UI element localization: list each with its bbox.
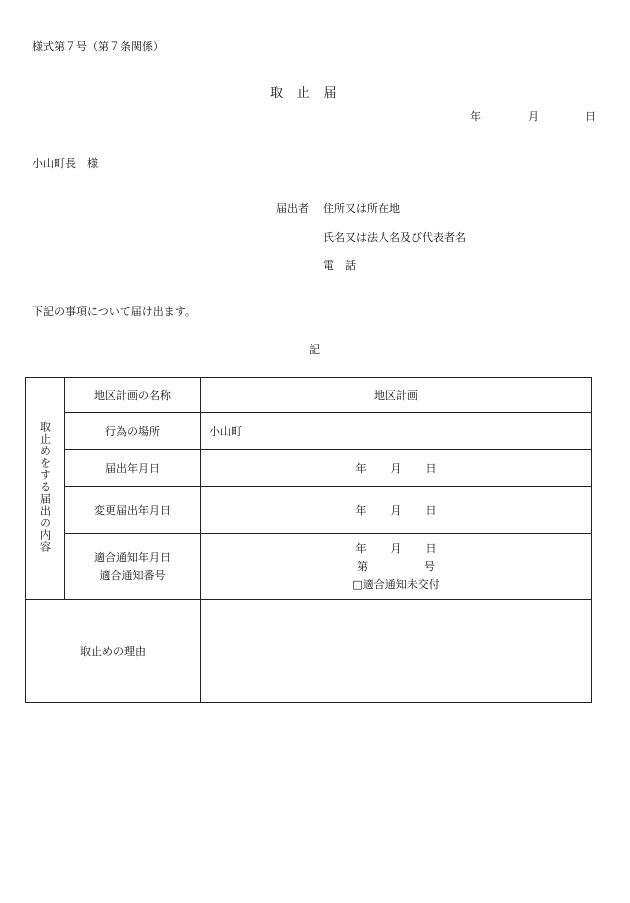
withdrawal-form-table [25,377,592,703]
table-row [26,487,592,534]
date-year-label: 年 [470,110,481,123]
intro-text: 下記の事項について届け出ます。 [32,305,196,318]
number-suffix: 号 [424,559,435,573]
conformity-label-cell [65,534,201,600]
reason-value[interactable] [201,600,592,703]
table-row [26,450,592,487]
district-name-value[interactable]: 地区計画 [201,378,592,413]
not-issued-checkbox[interactable]: □適合通知未交付 [352,577,440,591]
change-filing-date-label: 変更届出年月日 [65,487,201,534]
conformity-date-line [201,540,591,558]
table-row [26,600,592,703]
date-month-label: 月 [528,110,539,123]
address-field-label[interactable]: 住所又は所在地 [323,202,400,215]
month-label: 月 [390,462,402,475]
month-label: 月 [390,541,402,555]
location-value[interactable]: 小山町 [201,413,592,450]
number-prefix: 第 [357,559,368,573]
addressee: 小山町長 様 [32,157,98,170]
table-row [26,378,592,413]
day-label: 日 [425,504,437,517]
day-label: 日 [425,541,437,555]
name-field-label[interactable]: 氏名又は法人名及び代表者名 [323,231,466,244]
filing-date-value[interactable] [201,450,592,487]
table-row [26,413,592,450]
district-name-label: 地区計画の名称 [65,378,201,413]
form-number: 様式第７号（第７条関係） [32,40,164,53]
year-label: 年 [355,541,367,555]
reason-label: 取止めの理由 [26,600,201,703]
date-day-label: 日 [585,110,596,123]
ki-label: 記 [309,343,320,356]
year-label: 年 [355,504,367,517]
conformity-number-label: 適合通知番号 [99,568,166,582]
location-label: 行為の場所 [65,413,201,450]
table-row [26,534,592,600]
year-label: 年 [355,462,367,475]
day-label: 日 [425,462,437,475]
conformity-date-label: 適合通知年月日 [94,550,171,564]
phone-field-label[interactable]: 電 話 [323,259,356,272]
side-label-cell [26,378,65,600]
month-label: 月 [390,504,402,517]
side-label: 取止めをする届出の内容 [38,421,52,553]
document-title: 取 止 届 [270,86,338,101]
conformity-value-cell[interactable] [201,534,592,600]
notifier-label: 届出者 [276,202,309,215]
filing-date-label: 届出年月日 [65,450,201,487]
conformity-number-line [201,558,591,576]
change-filing-date-value[interactable] [201,487,592,534]
